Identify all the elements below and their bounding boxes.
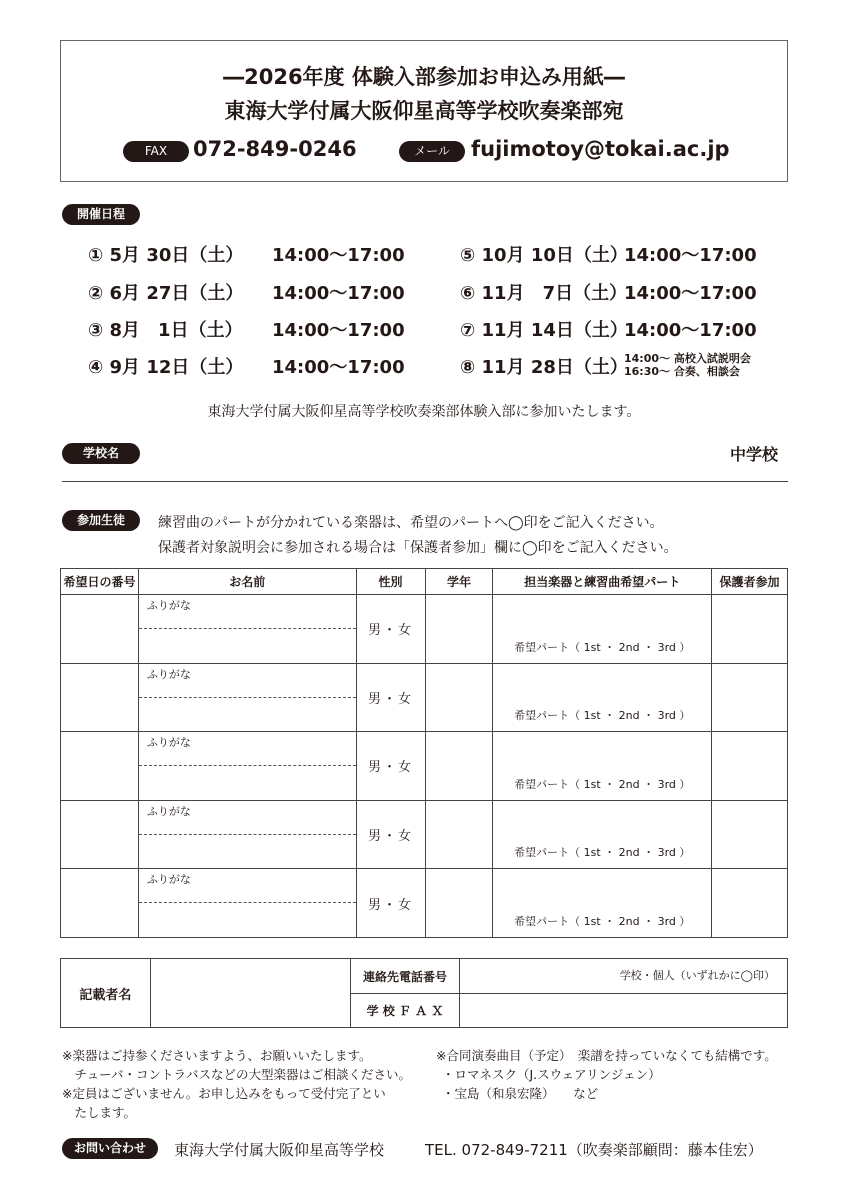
schedule-time-2: 16:30～ 合奏、相談会 (624, 365, 740, 378)
note: たします。 (62, 1105, 137, 1120)
note: ・宝島（和泉宏隆） など (442, 1086, 599, 1101)
name-input[interactable] (138, 766, 356, 801)
col-gender: 性別 (356, 569, 425, 595)
table-row (61, 800, 788, 834)
gender-choice[interactable]: 男・女 (356, 869, 425, 938)
furigana-label: ふりがな (146, 804, 191, 818)
schedule-date: 6月 27日（土） (109, 283, 244, 304)
schedule-time: 14:00～17:00 (272, 357, 405, 378)
date-number-input[interactable] (61, 732, 139, 801)
instrument-input[interactable] (493, 800, 712, 869)
furigana-label: ふりがな (146, 667, 191, 681)
schedule-number: ① (88, 245, 104, 266)
schedule-item (460, 279, 627, 305)
furigana-label: ふりがな (146, 599, 191, 612)
addressee: 東海大学付属大阪仰星高等学校吹奏楽部宛 (224, 99, 624, 123)
note: チューバ・コントラバスなどの大型楽器はご相談ください。 (62, 1067, 412, 1082)
schedule-number: ④ (88, 357, 104, 378)
schedule-item (88, 316, 243, 342)
col-date-number: 希望日の番号 (61, 569, 139, 595)
date-number-input[interactable] (61, 800, 139, 869)
part-choice[interactable]: 希望パート（ 1st ・ 2nd ・ 3rd ） (514, 709, 691, 723)
note: ※合同演奏曲目（予定） 楽譜を持っていなくても結構です。 (436, 1048, 777, 1063)
students-table (60, 568, 788, 938)
form-title: ―2026年度 体験入部参加お申込み用紙― (223, 65, 625, 89)
table-row (61, 732, 788, 766)
table-header (61, 569, 788, 595)
table-row (61, 869, 788, 903)
guardian-input[interactable] (712, 663, 788, 732)
form-header (60, 40, 788, 182)
schedule-time-multi (624, 352, 751, 378)
schedule-date: 11月 14日（土） (481, 320, 628, 341)
fax-badge: FAX (123, 141, 189, 162)
gender-choice[interactable]: 男・女 (356, 663, 425, 732)
furigana-input[interactable] (138, 663, 356, 697)
email-link[interactable]: fujimotoy@tokai.ac.jp (471, 137, 730, 161)
writer-label: 記載者名 (61, 959, 151, 1028)
name-input[interactable] (138, 903, 356, 938)
schedule-number: ⑥ (460, 283, 476, 304)
furigana-input[interactable] (138, 869, 356, 903)
schedule-number: ⑤ (460, 245, 476, 266)
table-row (61, 663, 788, 697)
gender-choice[interactable]: 男・女 (356, 800, 425, 869)
date-number-input[interactable] (61, 869, 139, 938)
schedule-number: ③ (88, 320, 104, 341)
contact-tel: TEL. 072-849-7211（吹奏楽部顧問：藤本佳宏） (425, 1141, 763, 1159)
notes-right (436, 1046, 777, 1103)
grade-input[interactable] (425, 869, 493, 938)
school-suffix: 中学校 (730, 445, 779, 464)
writer-table (60, 958, 788, 1028)
col-grade: 学年 (425, 569, 493, 595)
part-choice[interactable]: 希望パート（ 1st ・ 2nd ・ 3rd ） (514, 777, 691, 791)
date-number-input[interactable] (61, 595, 139, 664)
school-fax-label: 学 校 Ｆ Ａ Ｘ (350, 994, 460, 1028)
school-name-input[interactable] (146, 440, 726, 480)
col-name: お名前 (138, 569, 356, 595)
guardian-input[interactable] (712, 869, 788, 938)
schedule-time-1: 14:00～ 高校入試説明会 (624, 352, 751, 365)
schedule-number: ⑧ (460, 357, 476, 378)
phone-label: 連絡先電話番号 (350, 959, 460, 994)
instrument-input[interactable] (493, 595, 712, 664)
note: ※定員はございません。お申し込みをもって受付完了とい (62, 1086, 386, 1101)
participation-statement: 東海大学付属大阪仰星高等学校吹奏楽部体験入部に参加いたします。 (207, 404, 641, 420)
col-guardian: 保護者参加 (712, 569, 788, 595)
school-label: 学校名 (62, 443, 140, 464)
grade-input[interactable] (425, 595, 493, 664)
table-row (61, 595, 788, 629)
schedule-label: 開催日程 (62, 204, 140, 225)
part-choice[interactable]: 希望パート（ 1st ・ 2nd ・ 3rd ） (514, 914, 691, 928)
schedule-date: 9月 12日（土） (109, 357, 244, 378)
schedule-time: 14:00～17:00 (272, 283, 405, 304)
col-instrument: 担当楽器と練習曲希望パート (493, 569, 712, 595)
phone-hint: 学校・個人（いずれかに◯印） (619, 969, 775, 982)
schedule-item (88, 241, 243, 267)
gender-choice[interactable]: 男・女 (356, 595, 425, 664)
schedule-item (460, 316, 628, 342)
instrument-input[interactable] (493, 663, 712, 732)
gender-choice[interactable]: 男・女 (356, 732, 425, 801)
name-input[interactable] (138, 697, 356, 732)
date-number-input[interactable] (61, 663, 139, 732)
name-input[interactable] (138, 629, 356, 664)
contact-school: 東海大学付属大阪仰星高等学校 (174, 1141, 385, 1159)
contact-label: お問い合わせ (62, 1138, 158, 1159)
part-choice[interactable]: 希望パート（ 1st ・ 2nd ・ 3rd ） (514, 846, 691, 860)
schedule-item (88, 353, 243, 379)
schedule-date: 11月 7日（土） (481, 283, 628, 304)
schedule-time: 14:00～17:00 (624, 320, 757, 341)
schedule-number: ② (88, 283, 104, 304)
schedule-time: 14:00～17:00 (624, 283, 757, 304)
schedule-time: 14:00～17:00 (624, 245, 757, 266)
schedule-date: 10月 10日（土） (481, 245, 628, 266)
instrument-input[interactable] (493, 869, 712, 938)
phone-input[interactable] (460, 959, 788, 994)
schedule-item (460, 353, 628, 379)
schedule-item (460, 241, 628, 267)
fax-number: 072-849-0246 (193, 137, 357, 161)
schedule-number: ⑦ (460, 320, 476, 341)
schedule-date: 8月 1日（土） (109, 320, 243, 341)
instrument-input[interactable] (493, 732, 712, 801)
school-fax-input[interactable] (460, 994, 788, 1028)
furigana-label: ふりがな (146, 873, 191, 887)
note: ・ロマネスク（J.スウェアリンジェン） (442, 1067, 661, 1082)
grade-input[interactable] (425, 663, 493, 732)
guardian-input[interactable] (712, 595, 788, 664)
students-label: 参加生徒 (62, 510, 140, 531)
furigana-input[interactable] (138, 595, 356, 629)
schedule-date: 11月 28日（土） (481, 357, 628, 378)
guardian-input[interactable] (712, 800, 788, 869)
notes-left (62, 1046, 411, 1122)
name-input[interactable] (138, 834, 356, 869)
furigana-input[interactable] (138, 732, 356, 766)
grade-input[interactable] (425, 732, 493, 801)
furigana-label: ふりがな (146, 736, 191, 750)
writer-name-input[interactable] (150, 959, 350, 1028)
schedule-date: 5月 30日（土） (109, 245, 244, 266)
grade-input[interactable] (425, 800, 493, 869)
schedule-time: 14:00～17:00 (272, 320, 405, 341)
guardian-input[interactable] (712, 732, 788, 801)
schedule-time: 14:00～17:00 (272, 245, 405, 266)
furigana-input[interactable] (138, 800, 356, 834)
students-note-1: 練習曲のパートが分かれている楽器は、希望のパートへ◯印をご記入ください。 (158, 515, 664, 531)
note: ※楽器はご持参くださいますよう、お願いいたします。 (62, 1048, 372, 1063)
schedule-item (88, 279, 243, 305)
students-note-2: 保護者対象説明会に参加される場合は「保護者参加」欄に◯印をご記入ください。 (158, 540, 678, 556)
part-choice[interactable]: 希望パート（ 1st ・ 2nd ・ 3rd ） (514, 640, 691, 654)
mail-badge: メール (399, 141, 465, 162)
divider (62, 481, 788, 482)
